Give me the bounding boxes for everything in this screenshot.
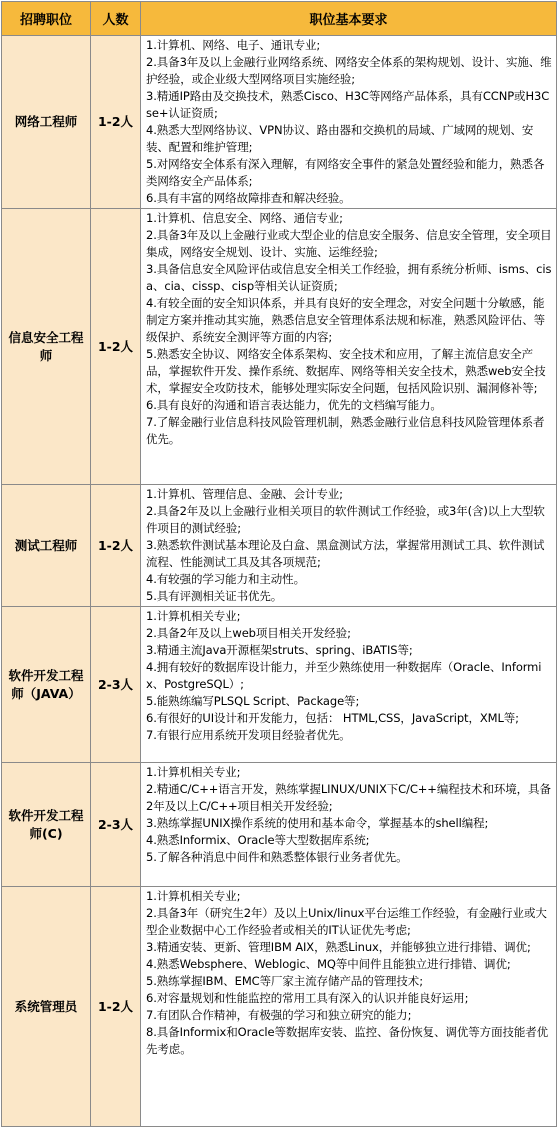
requirement-item: 2.具备2年及以上web项目相关开发经验; [146, 626, 351, 640]
requirement-item: 2.具备3年及以上金融行业网络系统、网络安全体系的架构规划、设计、实施、维护经验，或企业级大型网络项目实施经验; [146, 55, 552, 86]
requirement-item: 2.具备2年及以上金融行业相关项目的软件测试工作经验，或3年(含)以上大型软件项目的测试经验; [146, 504, 545, 535]
job-headcount: 2-3人 [91, 607, 141, 763]
job-requirements [141, 485, 557, 607]
requirement-item: 4.熟悉大型网络协议、VPN协议、路由器和交换机的局域、广域网的规划、安装、配置和维护管理; [146, 123, 534, 154]
requirement-item: 5.具有评测相关证书优先。 [146, 589, 283, 603]
table-body [2, 36, 557, 1127]
recruitment-table [1, 1, 557, 1127]
job-requirements [141, 36, 557, 209]
header-requirements: 职位基本要求 [141, 2, 557, 36]
job-headcount: 1-2人 [91, 209, 141, 485]
job-title: 系统管理员 [2, 887, 91, 1127]
header-position: 招聘职位 [2, 2, 91, 36]
table-row [2, 607, 557, 763]
requirement-item: 7.了解金融行业信息科技风险管理机制，熟悉金融行业信息科技风险管理体系者优先。 [146, 415, 545, 446]
requirement-item: 7.有团队合作精神，有极强的学习和独立研究的能力; [146, 1008, 412, 1022]
requirement-item: 1.计算机相关专业; [146, 609, 241, 623]
header-count: 人数 [91, 2, 141, 36]
requirement-item: 5.熟悉安全协议、网络安全体系架构、安全技术和应用，了解主流信息安全产品，掌握软件开发、操作系统、数据库、网络等相关安全技术，熟悉web安全技术，掌握安全攻防技术，能够处理实际安全问题，包括风险识别、漏洞修补等; [146, 347, 546, 395]
requirement-item: 6.对容量规划和性能监控的常用工具有深入的认识并能良好运用; [146, 991, 469, 1005]
job-title: 网络工程师 [2, 36, 91, 209]
job-headcount: 2-3人 [91, 763, 141, 887]
requirement-item: 3.具备信息安全风险评估或信息安全相关工作经验，拥有系统分析师、isms、cisa、cia、cissp、cisp等相关认证资质; [146, 262, 552, 293]
requirement-item: 7.有银行应用系统开发项目经验者优先。 [146, 728, 351, 742]
requirement-item: 3.精通安装、更新、管理IBM AIX，熟悉Linux，并能够独立进行排错、调优; [146, 940, 531, 954]
requirement-item: 5.能熟练编写PLSQL Script、Package等; [146, 694, 360, 708]
requirement-item: 1.计算机、管理信息、金融、会计专业; [146, 487, 343, 501]
job-headcount: 1-2人 [91, 36, 141, 209]
job-title: 软件开发工程师(C) [2, 763, 91, 887]
requirement-item: 1.计算机、网络、电子、通讯专业; [146, 38, 321, 52]
requirement-item: 3.精通IP路由及交换技术，熟悉Cisco、H3C等网络产品体系，具有CCNP或H3Cse+认证资质; [146, 89, 550, 120]
requirement-item: 5.熟练掌握IBM、EMC等厂家主流存储产品的管理技术; [146, 974, 423, 988]
table-row [2, 763, 557, 887]
requirement-item: 3.熟练掌握UNIX操作系统的使用和基本命令，掌握基本的shell编程; [146, 816, 489, 830]
job-title: 软件开发工程师（JAVA） [2, 607, 91, 763]
job-requirements [141, 209, 557, 485]
requirement-item: 2.具备3年及以上金融行业或大型企业的信息安全服务、信息安全管理，安全项目集成，网络安全规划、设计、实施、运维经验; [146, 228, 552, 259]
requirement-item: 4.熟悉Websphere、Weblogic、MQ等中间件且能独立进行排错、调优; [146, 957, 511, 971]
requirement-item: 8.具备Informix和Oracle等数据库安装、监控、备份恢复、调优等方面技能者优先考虑。 [146, 1025, 549, 1056]
requirement-item: 3.熟悉软件测试基本理论及白盒、黑盒测试方法，掌握常用测试工具、软件测试流程、性能测试工具及其各项规范; [146, 538, 545, 569]
requirement-item: 1.计算机相关专业; [146, 889, 241, 903]
requirement-item: 4.有较强的学习能力和主动性。 [146, 572, 305, 586]
requirement-item: 5.对网络安全体系有深入理解，有网络安全事件的紧急处置经验和能力，熟悉各类网络安全产品体系; [146, 157, 545, 188]
requirement-item: 1.计算机相关专业; [146, 765, 241, 779]
job-requirements [141, 887, 557, 1127]
table-row [2, 36, 557, 209]
requirement-item: 4.有较全面的安全知识体系，并具有良好的安全理念，对安全问题十分敏感，能制定方案并推动其实施，熟悉信息安全管理体系法规和标准，熟悉风险评估、等级保护、系统安全测评等方面的内容; [146, 296, 545, 344]
table-row [2, 887, 557, 1127]
job-title: 信息安全工程师 [2, 209, 91, 485]
table-row [2, 485, 557, 607]
requirement-item: 6.具有良好的沟通和语言表达能力，优先的文档编写能力。 [146, 398, 442, 412]
requirement-item: 2.精通C/C++语言开发，熟练掌握LINUX/UNIX下C/C++编程技术和环境，具备2年及以上C/C++项目相关开发经验; [146, 782, 551, 813]
job-requirements [141, 607, 557, 763]
requirement-item: 5.了解各种消息中间件和熟悉整体银行业务者优先。 [146, 850, 408, 864]
requirement-item: 6.具有丰富的网络故障排查和解决经验。 [146, 191, 351, 205]
table-row [2, 209, 557, 485]
requirement-item: 6.有很好的UI设计和开发能力，包括： HTML,CSS，JavaScript，XML等; [146, 711, 519, 725]
requirement-item: 4.拥有较好的数据库设计能力，并至少熟练使用一种数据库（Oracle、Informix、PostgreSQL）; [146, 660, 542, 691]
requirement-item: 1.计算机、信息安全、网络、通信专业; [146, 211, 343, 225]
requirement-item: 3.精通主流Java开源框架struts、spring、iBATIS等; [146, 643, 413, 657]
requirement-item: 4.熟悉Informix、Oracle等大型数据库系统; [146, 833, 370, 847]
job-requirements [141, 763, 557, 887]
requirement-item: 2.具备3年（研究生2年）及以上Unix/linux平台运维工作经验，有金融行业或大型企业数据中心工作经验者或相关的IT认证优先考虑; [146, 906, 547, 937]
table-header-row [2, 2, 557, 36]
job-headcount: 1-2人 [91, 485, 141, 607]
job-headcount: 1-2人 [91, 887, 141, 1127]
job-title: 测试工程师 [2, 485, 91, 607]
